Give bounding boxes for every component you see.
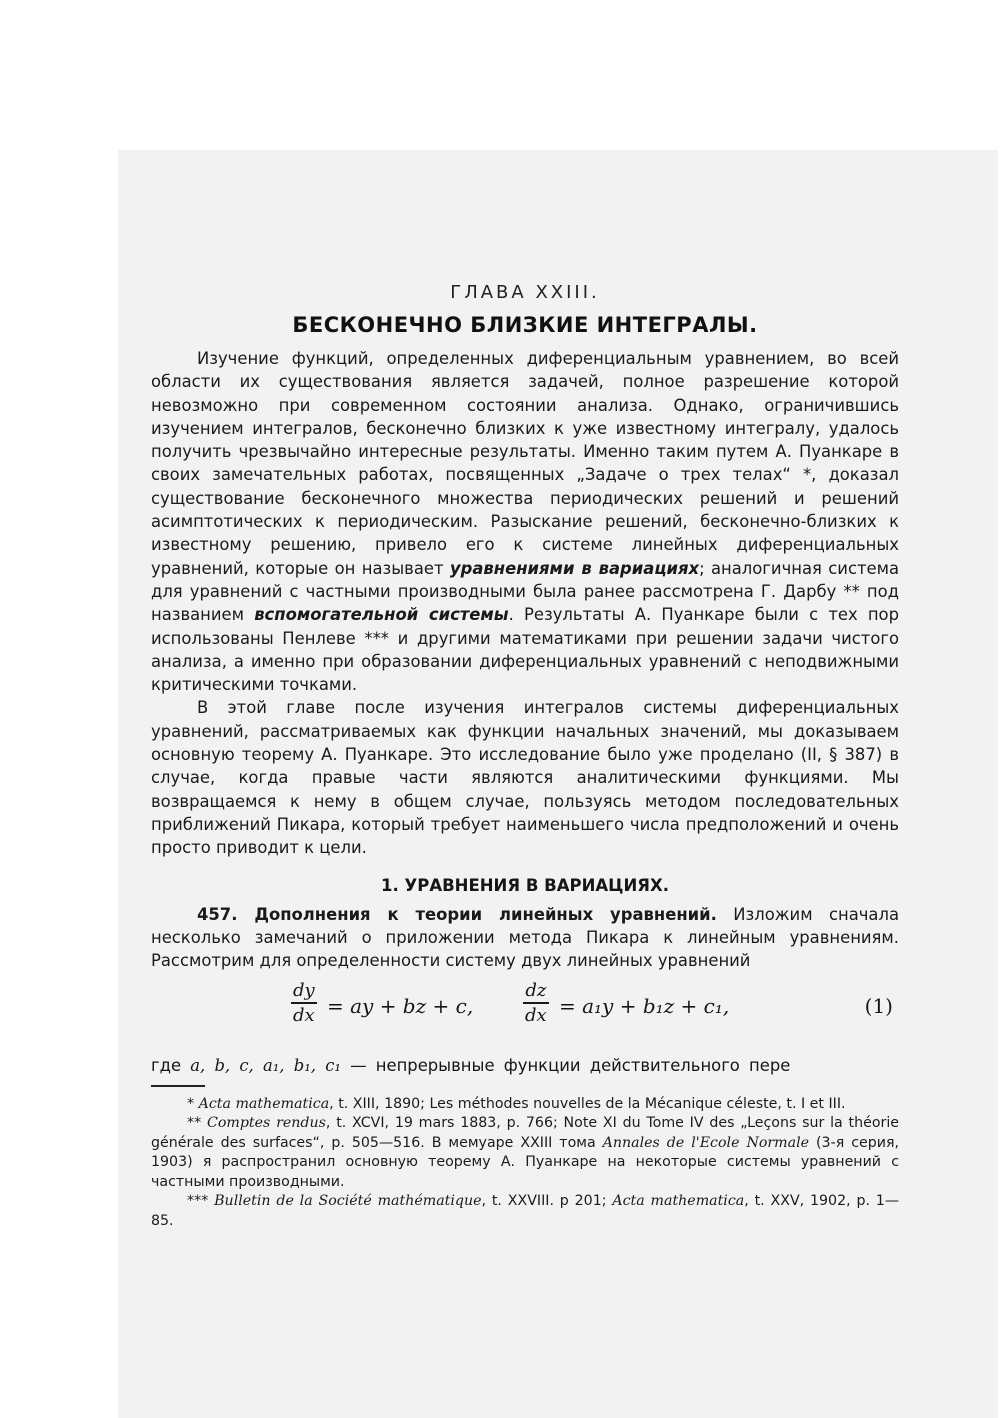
intro-text-b: ; аналогичная система для уравнений с частными производными была ранее рассмотрена Г. Дарбу ** под названием — [151, 558, 899, 625]
footnote-2-tail: (3-я серия, 1903) я распространил основную теорему А. Пуанкаре на некоторые системы уравнений с частными производными. — [151, 1134, 900, 1190]
item-heading: 457. Дополнения к теории линейных уравнений. — [197, 904, 717, 924]
footnote-1-text: , t. XIII, 1890; Les méthodes nouvelles de la Mécanique céleste, t. I et III. — [329, 1095, 846, 1112]
footnote-3-journal-2: Acta mathematica — [612, 1193, 745, 1210]
intro-paragraph-2: В этой главе после изучения интегралов системы диференциальных уравнений, рассматриваемых как функции начальных значений, мы доказываем основную теорему А. Пуанкаре. Это исследование было уже проделано (II, § 387) в случае, когда правые части являются аналитическими функциями. Мы возвращаемся к нему в общем случае, пользуясь методом последовательных приближений Пикара, который требует наименьшего числа предположений и очень просто приводит к цели. — [151, 698, 899, 858]
footnote-2-annales: Annales de l'Ecole Normale — [602, 1134, 810, 1151]
chapter-label: ГЛАВА XXIII. — [450, 282, 600, 303]
equation-rhs-1: = ay + bz + c, — [327, 994, 474, 1019]
section-paragraph — [151, 903, 899, 973]
footnote-3-journal: Bulletin de la Société mathématique — [214, 1193, 482, 1210]
term-auxiliary-system: вспомогательной системы — [254, 605, 509, 625]
footnote-3-tail: , t. XXV, 1902, p. 1—85. — [151, 1193, 900, 1229]
section-title: 1. УРАВНЕНИЯ В ВАРИАЦИЯХ. — [381, 875, 669, 895]
intro-text-a: Изучение функций, определенных диференциальным уравнением, во всей области их существования является задачей, полное разрешение которой невозможно при современном состоянии анализа. Однако, ограничившись изучением интегралов, бесконечно близких к уже известному интегралу, удалось получить чрезвычайно интересные результаты. Именно таким путем А. Пуанкаре в своих замечательных работах, посвященных „Задаче о трех телах“ *, доказал существование бесконечного множества периодических решений и решений асимптотических к периодическим. Разыскание решений, бесконечно-близких к известному решению, привело его к системе линейных диференциальных уравнений, которые он называет — [151, 349, 899, 578]
footnote-2 — [151, 1114, 899, 1192]
definition-line — [151, 1054, 899, 1077]
definition-variables: a, b, c, a₁, b₁, c₁ — [190, 1056, 341, 1076]
page-content — [151, 282, 899, 1231]
footnote-3-mid: , t. XXVIII. p 201; — [481, 1193, 613, 1210]
footnote-1 — [151, 1095, 899, 1115]
fraction-bar — [291, 1002, 317, 1004]
footnote-1-journal: Acta mathematica — [198, 1095, 330, 1112]
footnote-2-mark: ** — [187, 1115, 202, 1132]
footnote-3-mark: *** — [187, 1193, 209, 1210]
footnote-1-mark: * — [187, 1095, 195, 1112]
definition-prefix: где — [151, 1056, 182, 1076]
term-variational-equations: уравнениями в вариациях — [449, 558, 700, 578]
fraction-dz-dx — [523, 980, 549, 1026]
fraction-dy-dx — [291, 980, 317, 1026]
chapter-title: БЕСКОНЕЧНО БЛИЗКИЕ ИНТЕГРАЛЫ. — [292, 313, 758, 337]
footnote-2-text: , t. XCVI, 19 mars 1883, p. 766; Note XI du Tome IV des „Leçons sur la théorie générale des surfaces“, p. 505—516. В мемуаре XXIII тома — [151, 1115, 900, 1151]
footnote-2-journal: Comptes rendus — [206, 1115, 326, 1132]
equation-1 — [151, 978, 899, 1048]
fraction-numerator: dz — [525, 980, 547, 1002]
fraction-numerator: dy — [293, 980, 315, 1002]
fraction-bar — [523, 1002, 549, 1004]
intro-paragraph-1 — [151, 347, 899, 696]
item-text: Изложим сначала несколько замечаний о приложении метода Пикара к линейным уравнениям. Рассмотрим для определенности систему двух линейных уравнений — [151, 904, 899, 971]
equation-rhs-2: = a₁y + b₁z + c₁, — [559, 994, 730, 1019]
footnote-separator — [151, 1085, 205, 1087]
equation-number: (1) — [864, 994, 893, 1019]
definition-suffix: — непрерывные функции действительного пере — [350, 1056, 791, 1076]
fraction-denominator: dx — [525, 1004, 547, 1026]
footnote-3 — [151, 1192, 899, 1231]
intro-text-c: . Результаты А. Пуанкаре были с тех пор использованы Пенлеве *** и другими математиками при решении задачи чистого анализа, а именно при образовании диференциальных уравнений с неподвижными критическими точками. — [151, 605, 899, 695]
fraction-denominator: dx — [293, 1004, 315, 1026]
